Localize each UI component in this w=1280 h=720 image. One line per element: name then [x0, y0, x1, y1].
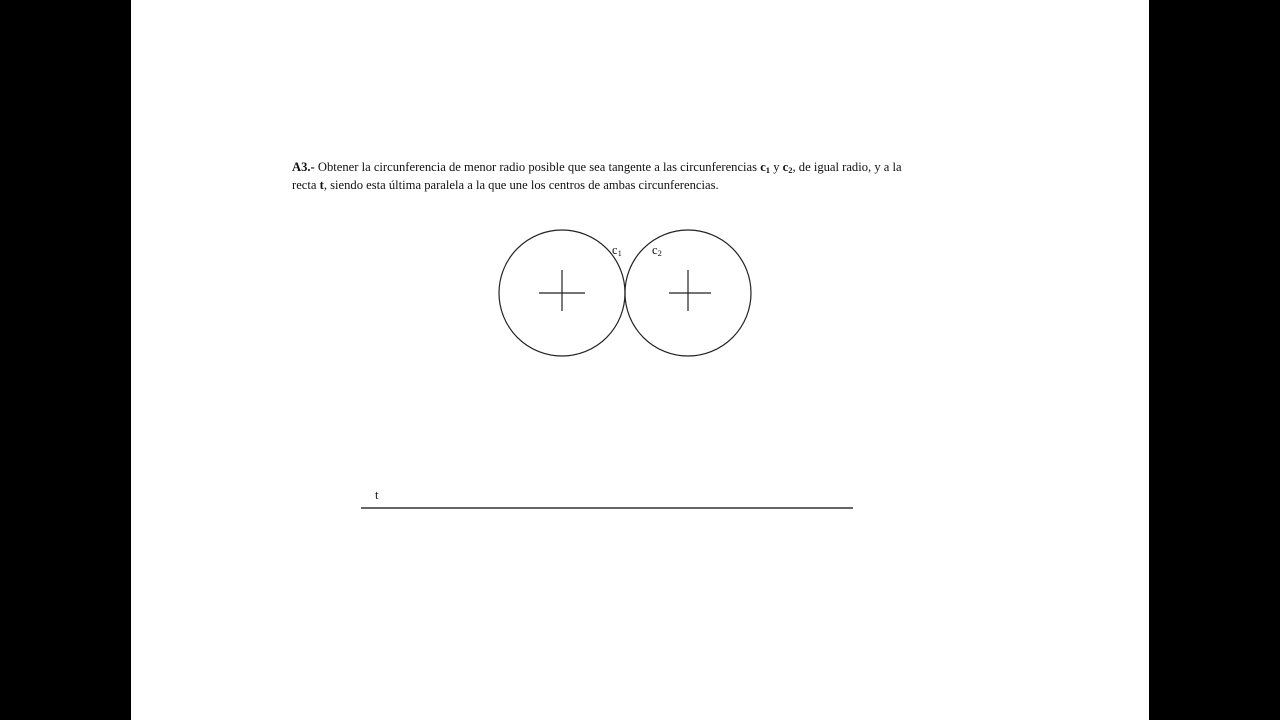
problem-text: , de igual radio, y a la [792, 160, 902, 174]
c1-label: c1 [612, 243, 622, 258]
c2-ref-index: 2 [788, 165, 793, 175]
c2-label: c2 [652, 243, 662, 258]
problem-text: Obtener la circunferencia de menor radio posible que sea tangente a las circunferencias [314, 160, 761, 174]
c1-ref-letter: c [760, 160, 766, 174]
problem-text: recta [292, 178, 320, 192]
problem-text: y [770, 160, 783, 174]
line-t-label: t [375, 488, 379, 502]
c2-ref-letter: c [782, 160, 789, 174]
problem-id: A3.- [292, 160, 315, 174]
problem-text: , siendo esta última paralela a la que une los centros de ambas circunferencias. [323, 178, 719, 192]
t-ref: t [319, 178, 324, 192]
c1-ref-index: 1 [765, 165, 771, 175]
